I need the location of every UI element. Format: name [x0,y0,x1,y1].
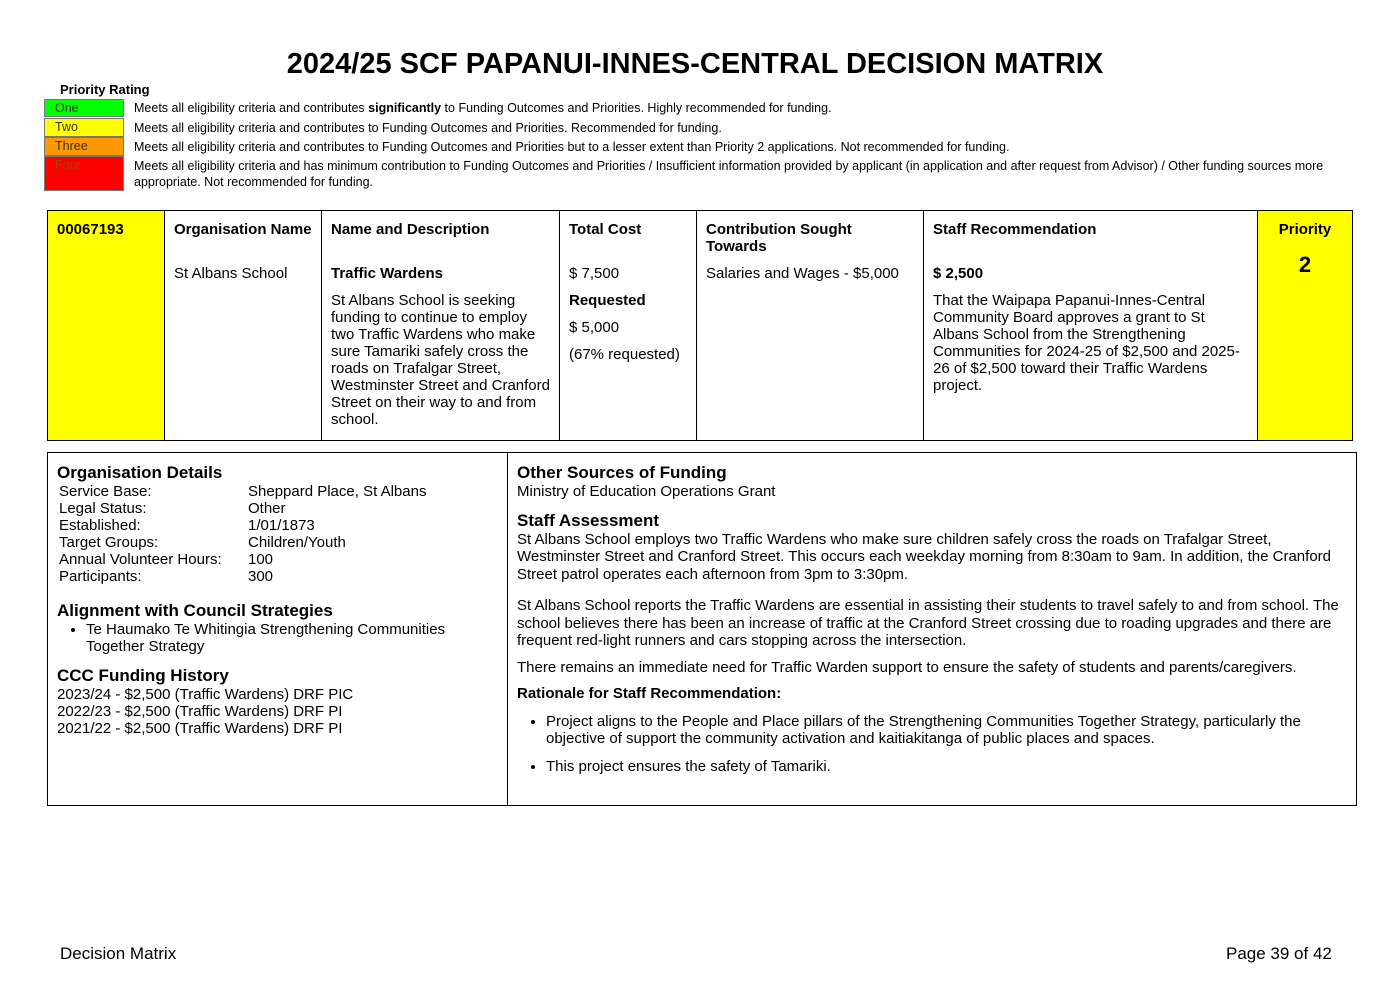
application-id-cell [48,211,165,440]
priority-swatch-two: Two [44,118,124,137]
contribution-cell [697,211,924,440]
organisation-header: Organisation Name [174,221,312,238]
detail-row: Participants: 300 [59,568,274,585]
page-title: 2024/25 SCF PAPANUI-INNES-CENTRAL DECISION MATRIX [286,48,1104,80]
footer-label: Decision Matrix [60,944,177,963]
detail-row: Target Groups: Children/Youth [59,534,346,551]
application-id: 00067193 [57,221,124,238]
total-cost-cell [560,211,697,440]
page-number: Page 39 of 42 [1226,944,1332,963]
funding-history-item: 2022/23 - $2,500 (Traffic Wardens) DRF PI [57,703,343,720]
assessment-paragraph: There remains an immediate need for Traffic Warden support to ensure the safety of students and parents/caregivers. [517,658,1297,676]
priority-cell [1258,211,1352,440]
detail-row: Service Base: Sheppard Place, St Albans [59,483,427,500]
priority-row-one [44,99,832,117]
priority-swatch-one: One [44,99,124,117]
detail-row: Established: 1/01/1873 [59,517,315,534]
priority-desc-three: Meets all eligibility criteria and contributes to Funding Outcomes and Priorities but to a lesser extent than Priority 2 applications. Not recommended for funding. [134,140,1010,154]
assessment-paragraph: St Albans School reports the Traffic Wardens are essential in assisting their students to travel safely to and from school. The school believes there has been an increase of traffic at the Cranford Street crossing due to roading upgrades and there are frequent red-light runners and cars stopping across the intersection. [517,597,1339,649]
organisation-details-title: Organisation Details [57,463,223,482]
priority-desc-two: Meets all eligibility criteria and contributes to Funding Outcomes and Priorities. Recommended for funding. [134,121,722,135]
other-funding-text: Ministry of Education Operations Grant [517,483,776,500]
staff-recommendation-cell [924,211,1258,440]
priority-rating-heading: Priority Rating [60,82,150,97]
assessment-paragraph: St Albans School employs two Traffic Wardens who make sure children safely cross the roads on Trafalgar Street, Westminster Street and Cranford Street. This occurs each weekday morning from 8:30am to 9am. In addition, the Cranford Street patrol operates each afternoon from 3pm to 3:30pm. [517,530,1331,583]
project-description: St Albans School is seeking funding to continue to employ two Traffic Wardens who make sure Tamariki safely cross the roads on Trafalgar Street, Westminster Street and Cranford Street on their way to and from school. [331,292,550,428]
priority-row-three [44,137,1010,156]
rationale-title: Rationale for Staff Recommendation: [517,685,782,702]
rationale-item: • This project ensures the safety of Tamariki. [546,758,1347,776]
priority-row-two [44,118,722,137]
organisation-name: St Albans School [174,265,288,282]
priority-swatch-four: Four [44,156,124,191]
other-funding-title: Other Sources of Funding [517,463,727,482]
priority-swatch-three: Three [44,137,124,156]
description-header: Name and Description [331,221,490,238]
requested-amount: $ 5,000 [569,319,620,336]
assessment-panel [508,453,1356,805]
total-cost-value: $ 7,500 [569,265,620,282]
staff-recommendation-text: That the Waipapa Papanui-Innes-Central Community Board approves a grant to St Albans School from the Strengthening Communities for 2024-25 of $2,500 and 2025-26 of $2,500 toward their Traffic Wardens project. [933,292,1240,394]
details-section [47,452,1357,806]
rationale-list [517,713,1347,776]
project-name: Traffic Wardens [331,265,443,282]
requested-percent: (67% requested) [569,346,680,363]
total-cost-header: Total Cost [569,221,642,238]
alignment-item: • Te Haumako Te Whitingia Strengthening Communities Together Strategy [86,621,498,655]
priority-value: 2 [1298,252,1312,277]
decision-matrix-row [47,210,1353,441]
staff-assessment-title: Staff Assessment [517,510,660,530]
priority-header: Priority [1278,221,1332,238]
funding-history-title: CCC Funding History [57,666,229,685]
staff-recommendation-amount: $ 2,500 [933,265,984,282]
priority-desc-one: Meets all eligibility criteria and contributes significantly to Funding Outcomes and Priorities. Highly recommended for funding. [134,101,832,115]
organisation-details-panel [48,453,508,805]
contribution-header: Contribution Sought Towards [706,221,852,255]
priority-desc-four: Meets all eligibility criteria and has minimum contribution to Funding Outcomes and Priorities / Insufficient information provided by applicant (in application and after request from Advisor) / Other funding sources more appropriate. Not recommended for funding. [134,159,1324,189]
rationale-item: • Project aligns to the People and Place pillars of the Strengthening Communities Together Strategy, particularly the objective of support the community activation and kaitiakitanga of public places and spaces. [546,713,1347,748]
staff-recommendation-header: Staff Recommendation [933,221,1097,238]
contribution-value: Salaries and Wages - $5,000 [706,265,899,282]
requested-label: Requested [569,292,646,309]
detail-row: Annual Volunteer Hours: 100 [59,551,274,568]
alignment-list [57,621,498,655]
organisation-cell [165,211,322,440]
funding-history-item: 2021/22 - $2,500 (Traffic Wardens) DRF PI [57,720,343,737]
description-cell [322,211,560,440]
alignment-title: Alignment with Council Strategies [57,601,333,620]
funding-history-item: 2023/24 - $2,500 (Traffic Wardens) DRF PIC [57,686,354,703]
priority-row-four [44,156,1324,191]
detail-row: Legal Status: Other [59,500,286,517]
